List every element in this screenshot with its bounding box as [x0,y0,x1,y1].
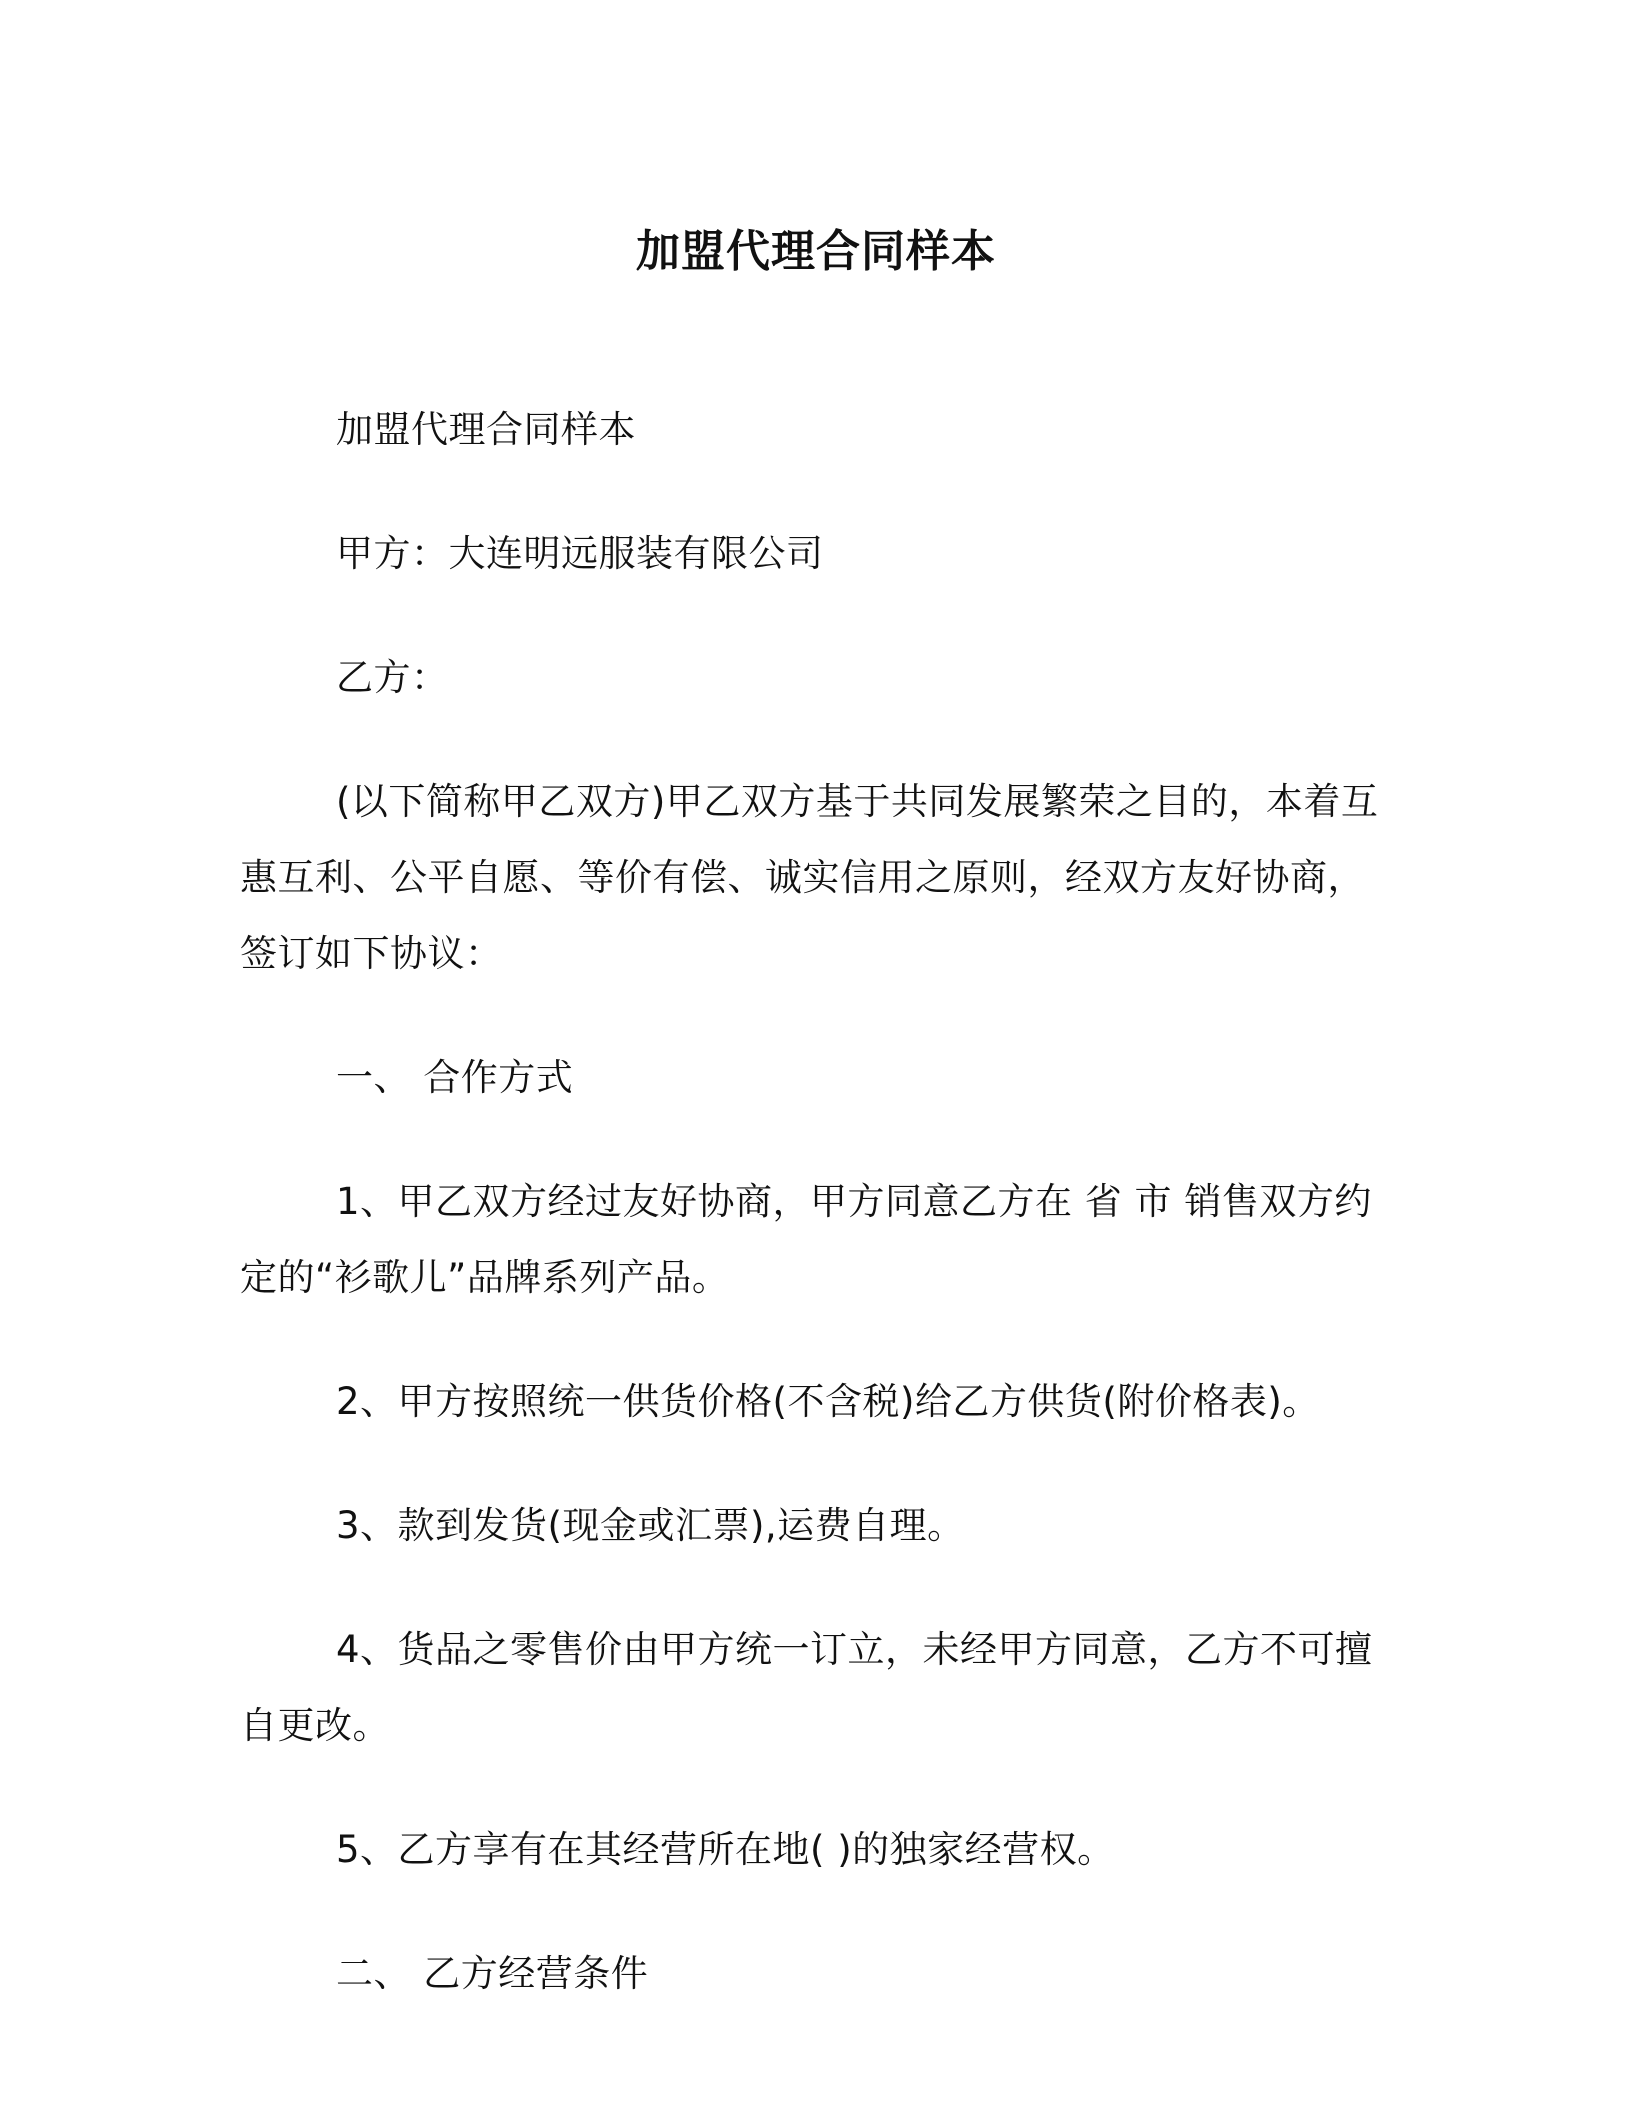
paragraph-subtitle: 加盟代理合同样本 [336,408,636,451]
document-title: 加盟代理合同样本 [636,226,996,277]
clause-2: 2、甲方按照统一供货价格(不含税)给乙方供货(附价格表)。 [336,1380,1320,1423]
document-body [240,392,1400,2060]
paragraph-party-a: 甲方：大连明远服装有限公司 [336,532,824,575]
clause-5: 5、乙方享有在其经营所在地( )的独家经营权。 [336,1828,1115,1871]
clause-3: 3、款到发货(现金或汇票),运费自理。 [336,1504,965,1547]
section-heading-cooperation: 一、 合作方式 [336,1056,574,1099]
paragraph-preamble: (以下简称甲乙双方)甲乙双方基于共同发展繁荣之目的，本着互惠互利、公平自愿、等价有偿、诚实信用之原则，经双方友好协商，签订如下协议： [240,780,1379,975]
section-heading-operating-conditions: 二、 乙方经营条件 [336,1952,649,1995]
paragraph-party-b: 乙方： [336,656,449,699]
clause-1: 1、甲乙双方经过友好协商，甲方同意乙方在 省 市 销售双方约定的“衫歌儿”品牌系列产品。 [240,1180,1372,1299]
clause-4: 4、货品之零售价由甲方统一订立，未经甲方同意，乙方不可擅自更改。 [240,1628,1373,1747]
